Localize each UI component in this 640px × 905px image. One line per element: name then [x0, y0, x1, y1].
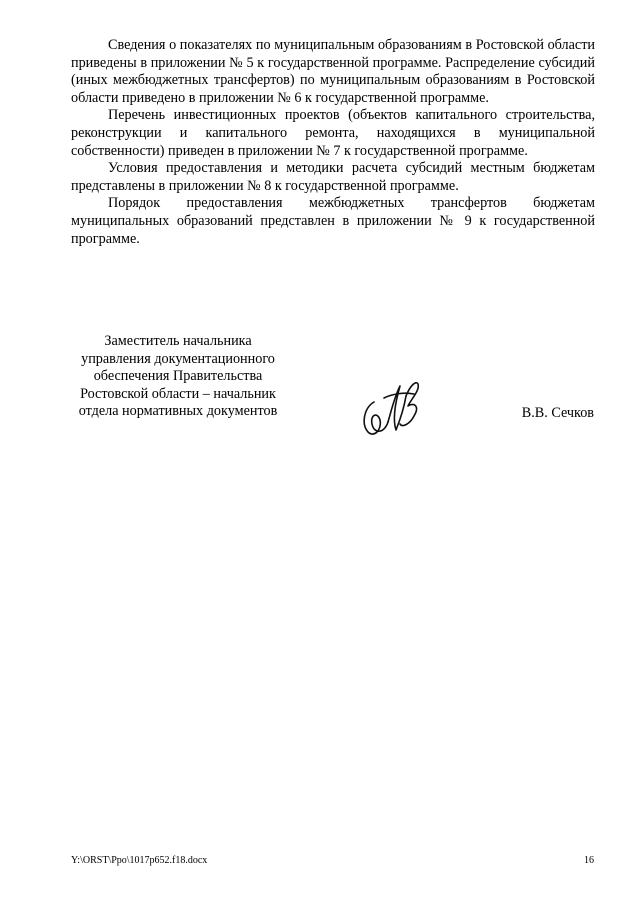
paragraph-transfer-procedure: Порядок предоставления межбюджетных трансфертов бюджетам муниципальных образований представлен в приложении № 9 к государственной программе. — [71, 195, 595, 247]
handwritten-signature — [356, 372, 428, 442]
signer-position-line: обеспечения Правительства — [93, 368, 263, 385]
document-body — [71, 37, 595, 248]
signer-position-line: Заместитель начальника — [104, 333, 252, 349]
paragraph-investment-projects: Перечень инвестиционных проектов (объектов капитального строительства, реконструкции и капитального ремонта, находящихся в муниципальной собственности) приведен в приложении № 7 к государственной программе. — [71, 107, 595, 159]
page-number: 16 — [584, 855, 594, 866]
signer-position-line: управления документационного — [81, 350, 275, 367]
footer-file-path: Y:\ORST\Ppo\1017p652.f18.docx — [71, 855, 208, 866]
signer-position — [62, 333, 294, 421]
signer-name: В.В. Сечков — [521, 405, 594, 421]
paragraph-indicators: Сведения о показателях по муниципальным образованиям в Ростовской области приведены в приложении № 5 к государственной программе. Распределение субсидий (иных межбюджетных трансфертов) по муниципальным образованиям в Ростовской области приведено в приложении № 6 к государственной программе. — [71, 37, 595, 106]
signer-position-line: отдела нормативных документов — [78, 403, 278, 420]
paragraph-subsidy-conditions: Условия предоставления и методики расчета субсидий местным бюджетам представлены в приложении № 8 к государственной программе. — [71, 160, 595, 194]
signer-position-line: Ростовской области – начальник — [80, 385, 276, 402]
